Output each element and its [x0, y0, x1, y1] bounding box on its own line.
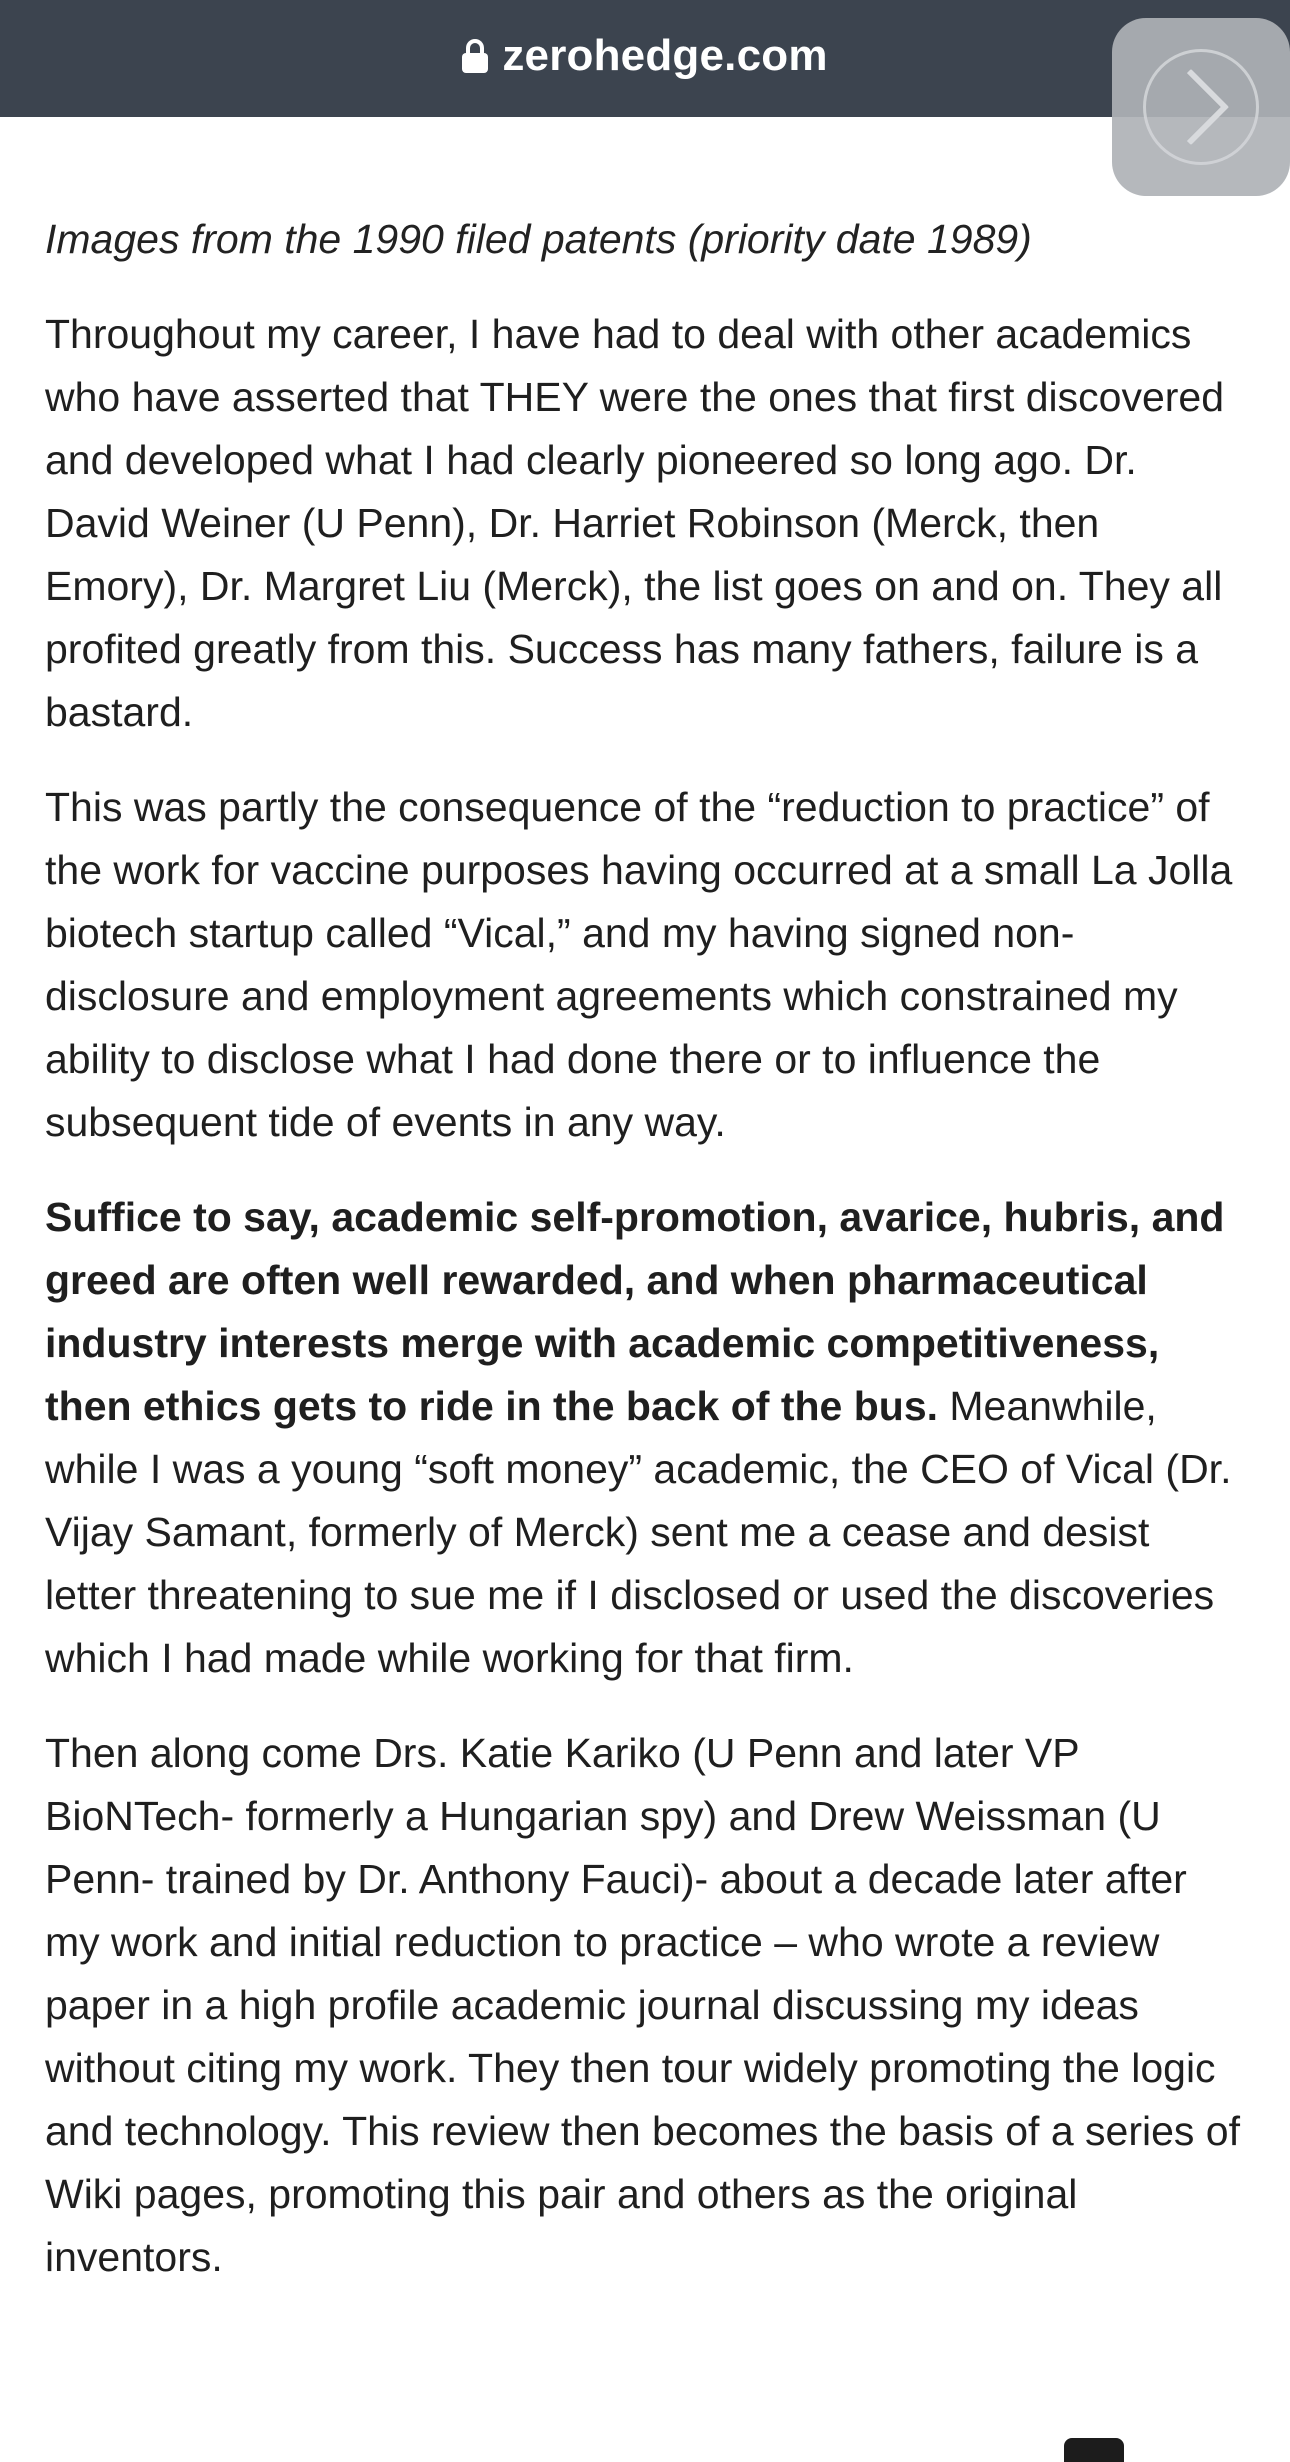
next-button-ring — [1143, 49, 1259, 165]
paragraph-3-bold: Suffice to say, academic self-promotion, avarice, hubris, and greed are often well rewarded, and when pharmaceutical industry interests merge with academic competitiveness, then ethics gets to ride in the back of the bus. — [45, 1194, 1225, 1429]
lock-icon — [462, 39, 488, 73]
chevron-right-icon — [1153, 69, 1229, 145]
image-caption: Images from the 1990 filed patents (priority date 1989) — [45, 216, 1032, 262]
paragraph-3-rest: Meanwhile, while I was a young “soft money” academic, the CEO of Vical (Dr. Vijay Samant, formerly of Merck) sent me a cease and desist letter threatening to sue me if I disclosed or used the discoveries which I had made while working for that firm. — [45, 1383, 1232, 1681]
scroll-to-top-button[interactable] — [1064, 2438, 1124, 2462]
paragraph-1: Throughout my career, I have had to deal with other academics who have asserted that THEY were the ones that first discovered and developed what I had clearly pioneered so long ago. Dr. David Weiner (U Penn), Dr. Harriet Robinson (Merck, then Emory), Dr. Margret Liu (Merck), the list goes on and on. They all profited greatly from this. Success has many fathers, failure is a bastard. — [45, 311, 1225, 735]
address-content — [462, 31, 827, 81]
paragraph-3 — [45, 1186, 1245, 1690]
paragraph-4: Then along come Drs. Katie Kariko (U Penn and later VP BioNTech- formerly a Hungarian spy) and Drew Weissman (U Penn- trained by Dr. Anthony Fauci)- about a decade later after my work and initial reduction to practice – who wrote a review paper in a high profile academic journal discussing my ideas without citing my work. They then tour widely promoting the logic and technology. This review then becomes the basis of a series of Wiki pages, promoting this pair and others as the original inventors. — [45, 1730, 1240, 2280]
article-body — [45, 208, 1245, 2321]
paragraph-2: This was partly the consequence of the “reduction to practice” of the work for vaccine purposes having occurred at a small La Jolla biotech startup called “Vical,” and my having signed non-disclosure and employment agreements which constrained my ability to disclose what I had done there or to influence the subsequent tide of events in any way. — [45, 784, 1233, 1145]
next-article-button[interactable] — [1112, 18, 1290, 196]
address-bar[interactable] — [0, 0, 1290, 117]
domain-label[interactable]: zerohedge.com — [502, 30, 828, 80]
